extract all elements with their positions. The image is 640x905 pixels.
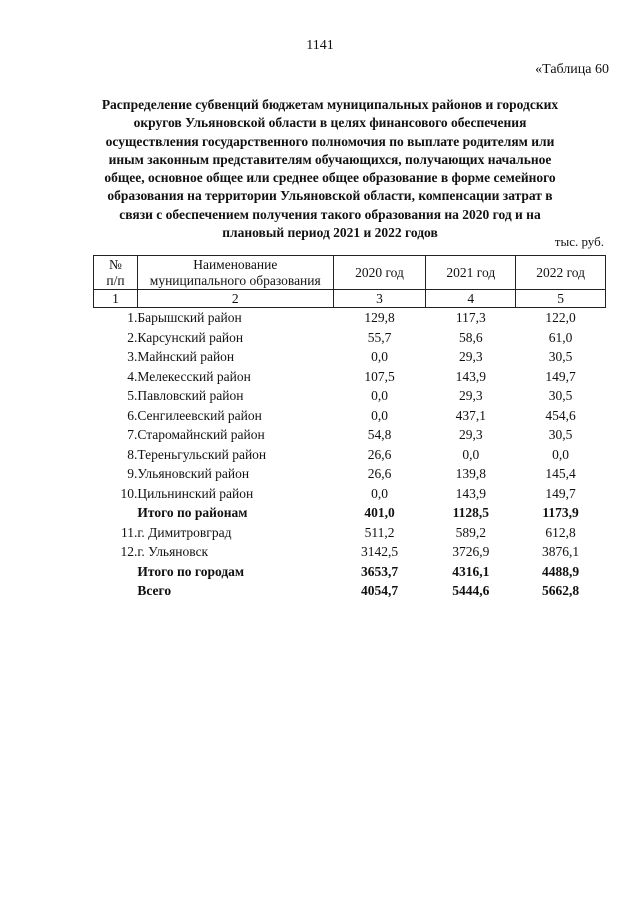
value-2020-cell: 107,5 xyxy=(364,368,395,384)
table-body xyxy=(94,308,606,601)
value-2022-cell: 5662,8 xyxy=(542,583,580,598)
value-2022-cell: 612,8 xyxy=(545,524,576,540)
column-number: 2 xyxy=(137,290,333,308)
value-2021-cell: 589,2 xyxy=(455,524,486,540)
header-2020: 2020 год xyxy=(333,256,426,290)
header-number-line1: № xyxy=(109,256,122,272)
header-name-line1: Наименование xyxy=(193,256,278,272)
value-2020-cell: 54,8 xyxy=(367,427,392,442)
units-label: тыс. руб. xyxy=(554,234,604,249)
value-2020-cell: 26,6 xyxy=(367,446,392,462)
document-title: Распределение субвенций бюджетам муниципальных районов и городских округов Ульяновской области в целях финансового обеспечения осуществления государственного полномочия по выплате родителям или иным законным представителям обучающихся, получающих начальное общее, основное общее или среднее общее образование в форме семейного образования на территории Ульяновской области, компенсации затрат в связи с обеспечением получения такого образования на 2020 год и на плановый период 2021 и 2022 годов xyxy=(101,97,559,241)
municipality-name-cell: Тереньгульский район xyxy=(137,446,267,462)
column-number: 3 xyxy=(333,290,426,308)
table-row xyxy=(94,328,606,348)
row-number-cell: 2. xyxy=(127,329,138,345)
row-number-cell xyxy=(94,581,138,601)
row-number-cell: 12. xyxy=(120,544,138,559)
value-2022-cell: 30,5 xyxy=(548,427,573,442)
row-number-cell: 4. xyxy=(127,368,138,384)
value-2022-cell: 4488,9 xyxy=(542,563,580,579)
column-number-row xyxy=(94,290,606,308)
value-2021-cell: 437,1 xyxy=(455,407,486,423)
value-2020-cell: 0,0 xyxy=(371,407,388,423)
value-2021-cell: 5444,6 xyxy=(452,583,490,598)
value-2021-cell: 139,8 xyxy=(455,466,486,481)
value-2022-cell: 30,5 xyxy=(548,349,573,364)
row-number-cell: 1. xyxy=(127,310,138,325)
header-name-line2: муниципального образования xyxy=(149,272,321,288)
table-total-row xyxy=(94,503,606,523)
row-number-cell xyxy=(94,503,138,523)
table-row xyxy=(94,464,606,484)
value-2022-cell: 122,0 xyxy=(545,310,576,325)
municipality-name-cell: Итого по городам xyxy=(137,563,245,579)
table-total-row xyxy=(94,562,606,582)
value-2021-cell: 4316,1 xyxy=(452,563,490,579)
table-row xyxy=(94,406,606,426)
header-name xyxy=(137,256,333,290)
row-number-cell: 10. xyxy=(120,485,138,501)
value-2022-cell: 61,0 xyxy=(548,329,573,345)
municipality-name-cell: Майнский район xyxy=(137,349,235,364)
value-2022-cell: 0,0 xyxy=(552,446,570,462)
value-2020-cell: 129,8 xyxy=(364,310,395,325)
table-row xyxy=(94,523,606,543)
table-row xyxy=(94,347,606,367)
table-row xyxy=(94,367,606,387)
value-2020-cell: 3142,5 xyxy=(360,544,399,559)
municipality-name-cell: Карсунский район xyxy=(137,329,244,345)
header-number-line2: п/п xyxy=(106,272,125,288)
value-2022-cell: 145,4 xyxy=(545,466,576,481)
value-2021-cell: 29,3 xyxy=(458,388,483,403)
municipality-name-cell: г. Димитровград xyxy=(137,524,232,540)
municipality-name-cell: Барышский район xyxy=(137,310,242,325)
table-row xyxy=(94,308,606,328)
value-2022-cell: 149,7 xyxy=(545,485,576,501)
value-2020-cell: 0,0 xyxy=(371,485,388,501)
value-2021-cell: 29,3 xyxy=(458,349,483,364)
value-2021-cell: 143,9 xyxy=(455,368,486,384)
row-number-cell xyxy=(94,562,138,582)
value-2022-cell: 30,5 xyxy=(548,388,573,403)
municipality-name-cell: Мелекесский район xyxy=(137,368,251,384)
row-number-cell: 7. xyxy=(127,427,138,442)
row-number-cell: 8. xyxy=(127,446,138,462)
value-2022-cell: 149,7 xyxy=(545,368,576,384)
page-number: 1141 xyxy=(306,38,334,53)
value-2020-cell: 0,0 xyxy=(371,349,388,364)
table-reference: «Таблица 60 xyxy=(535,62,609,77)
column-number: 5 xyxy=(516,290,606,308)
value-2021-cell: 143,9 xyxy=(455,485,486,501)
value-2020-cell: 55,7 xyxy=(367,329,392,345)
value-2020-cell: 4054,7 xyxy=(360,583,399,598)
value-2022-cell: 454,6 xyxy=(545,407,576,423)
row-number-cell: 3. xyxy=(127,349,138,364)
municipality-name-cell: Ульяновский район xyxy=(137,466,250,481)
value-2020-cell: 511,2 xyxy=(364,524,395,540)
municipality-name-cell: Цильнинский район xyxy=(137,485,254,501)
value-2020-cell: 401,0 xyxy=(364,505,395,520)
municipality-name-cell: Итого по районам xyxy=(137,505,248,520)
column-number: 1 xyxy=(94,290,138,308)
table-total-row xyxy=(94,581,606,601)
header-number xyxy=(94,256,138,290)
row-number-cell: 6. xyxy=(127,407,138,423)
value-2021-cell: 0,0 xyxy=(462,446,480,462)
table-row xyxy=(94,484,606,504)
header-2021: 2021 год xyxy=(426,256,516,290)
header-2022: 2022 год xyxy=(516,256,606,290)
value-2020-cell: 0,0 xyxy=(371,388,388,403)
municipality-name-cell: Старомайнский район xyxy=(137,427,265,442)
value-2022-cell: 3876,1 xyxy=(542,544,580,559)
value-2021-cell: 29,3 xyxy=(458,427,483,442)
table-row xyxy=(94,386,606,406)
row-number-cell: 9. xyxy=(127,466,138,481)
distribution-table xyxy=(93,255,606,601)
value-2021-cell: 3726,9 xyxy=(452,544,490,559)
municipality-name-cell: г. Ульяновск xyxy=(137,544,209,559)
row-number-cell: 11. xyxy=(121,524,138,540)
value-2020-cell: 26,6 xyxy=(367,466,392,481)
value-2021-cell: 58,6 xyxy=(458,329,483,345)
value-2020-cell: 3653,7 xyxy=(360,563,399,579)
value-2021-cell: 1128,5 xyxy=(452,505,489,520)
column-number: 4 xyxy=(426,290,516,308)
table-row xyxy=(94,542,606,562)
row-number-cell: 5. xyxy=(127,388,138,403)
table-header-row xyxy=(94,256,606,290)
municipality-name-cell: Сенгилеевский район xyxy=(137,407,262,423)
value-2022-cell: 1173,9 xyxy=(542,505,579,520)
value-2021-cell: 117,3 xyxy=(455,310,486,325)
municipality-name-cell: Павловский район xyxy=(137,388,244,403)
municipality-name-cell: Всего xyxy=(137,583,172,598)
table-row xyxy=(94,445,606,465)
table-row xyxy=(94,425,606,445)
